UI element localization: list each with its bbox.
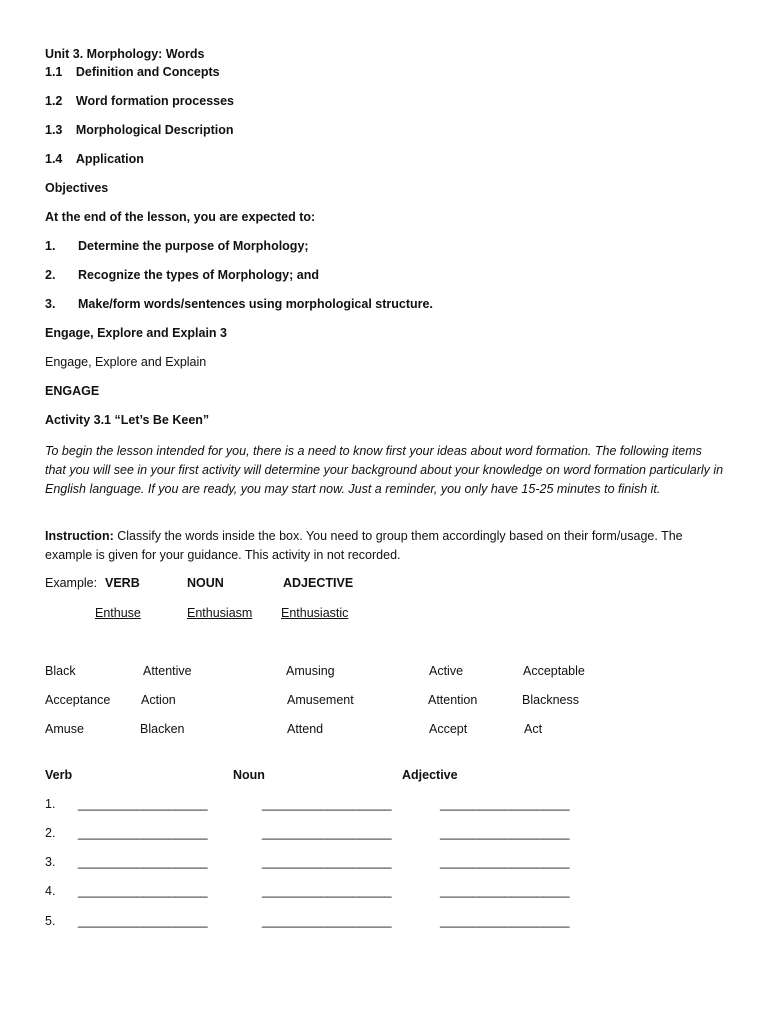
answer-header-adjective: Adjective (402, 768, 458, 782)
noun-answer-blank[interactable]: ____________________ (262, 884, 392, 898)
verb-answer-blank[interactable]: ____________________ (78, 797, 208, 811)
outline-item (45, 152, 144, 168)
outline-text: Application (75, 152, 144, 166)
answer-row-number: 2. (45, 826, 56, 840)
objective-text: Make/form words/sentences using morphological structure. (78, 297, 433, 311)
noun-answer-blank[interactable]: ____________________ (262, 855, 392, 869)
instruction-text: Classify the words inside the box. You need to group them accordingly based on their form/usage. The example is given for your guidance. This activity in not recorded. (45, 529, 683, 562)
word-box-item: Acceptable (523, 664, 585, 678)
verb-answer-blank[interactable]: ____________________ (78, 884, 208, 898)
adjective-answer-blank[interactable]: ____________________ (440, 826, 570, 840)
adjective-answer-blank[interactable]: ____________________ (440, 884, 570, 898)
example-header-verb: VERB (105, 576, 140, 590)
word-box-item: Blacken (140, 722, 185, 736)
word-box-item: Attentive (143, 664, 192, 678)
example-header-adjective: ADJECTIVE (283, 576, 354, 590)
outline-number: 1.3 (45, 123, 63, 137)
answer-header-verb: Verb (45, 768, 73, 782)
engage-subheading: Engage, Explore and Explain (45, 355, 207, 369)
objectives-intro: At the end of the lesson, you are expected to: (45, 210, 316, 224)
verb-answer-blank[interactable]: ____________________ (78, 826, 208, 840)
adjective-answer-blank[interactable]: ____________________ (440, 855, 570, 869)
answer-row-number: 5. (45, 914, 56, 928)
word-box-item: Attend (287, 722, 324, 736)
answer-header-noun: Noun (233, 768, 265, 782)
outline-item (45, 123, 234, 139)
objectives-heading: Objectives (45, 181, 109, 195)
word-box-item: Amusement (287, 693, 354, 707)
noun-answer-blank[interactable]: ____________________ (262, 914, 392, 928)
verb-answer-blank[interactable]: ____________________ (78, 914, 208, 928)
answer-row-number: 1. (45, 797, 56, 811)
outline-number: 1.4 (45, 152, 63, 166)
objective-number: 2. (45, 268, 56, 282)
outline-text: Definition and Concepts (75, 65, 220, 79)
example-word-verb: Enthuse (95, 606, 141, 620)
answer-row-number: 3. (45, 855, 56, 869)
outline-number: 1.1 (45, 65, 63, 79)
activity-title: Activity 3.1 “Let’s Be Keen” (45, 413, 210, 427)
word-box-item: Active (429, 664, 464, 678)
word-box-item: Act (524, 722, 543, 736)
example-label: Example: (45, 576, 98, 590)
word-box-item: Amuse (45, 722, 84, 736)
intro-paragraph: To begin the lesson intended for you, there is a need to know first your ideas about word formation. The following items that you will see in your first activity will determine your background about your knowledge on word formation particularly in English language. If you are ready, you may start now. Just a reminder, you only have 15-25 minutes to finish it. (45, 444, 724, 496)
example-header-noun: NOUN (187, 576, 224, 590)
outline-item (45, 65, 220, 81)
objective-number: 1. (45, 239, 56, 253)
verb-answer-blank[interactable]: ____________________ (78, 855, 208, 869)
instruction-label: Instruction: (45, 529, 114, 543)
objective-number: 3. (45, 297, 56, 311)
outline-text: Morphological Description (75, 123, 234, 137)
word-box-item: Acceptance (45, 693, 111, 707)
word-box-item: Accept (429, 722, 468, 736)
outline-number: 1.2 (45, 94, 63, 108)
engage-heading: Engage, Explore and Explain 3 (45, 326, 227, 340)
adjective-answer-blank[interactable]: ____________________ (440, 797, 570, 811)
example-word-adjective: Enthusiastic (281, 606, 349, 620)
objective-text: Determine the purpose of Morphology; (78, 239, 309, 253)
outline-text: Word formation processes (75, 94, 235, 108)
unit-title: Unit 3. Morphology: Words (45, 47, 205, 61)
word-box-item: Action (141, 693, 176, 707)
answer-row-number: 4. (45, 884, 56, 898)
instruction-paragraph (45, 527, 725, 565)
noun-answer-blank[interactable]: ____________________ (262, 797, 392, 811)
adjective-answer-blank[interactable]: ____________________ (440, 914, 570, 928)
word-box-item: Blackness (522, 693, 579, 707)
noun-answer-blank[interactable]: ____________________ (262, 826, 392, 840)
engage-label: ENGAGE (45, 384, 100, 398)
objective-text: Recognize the types of Morphology; and (78, 268, 319, 282)
example-word-noun: Enthusiasm (187, 606, 253, 620)
word-box-item: Black (45, 664, 76, 678)
word-box-item: Attention (428, 693, 478, 707)
word-box-item: Amusing (286, 664, 335, 678)
outline-item (45, 94, 234, 110)
